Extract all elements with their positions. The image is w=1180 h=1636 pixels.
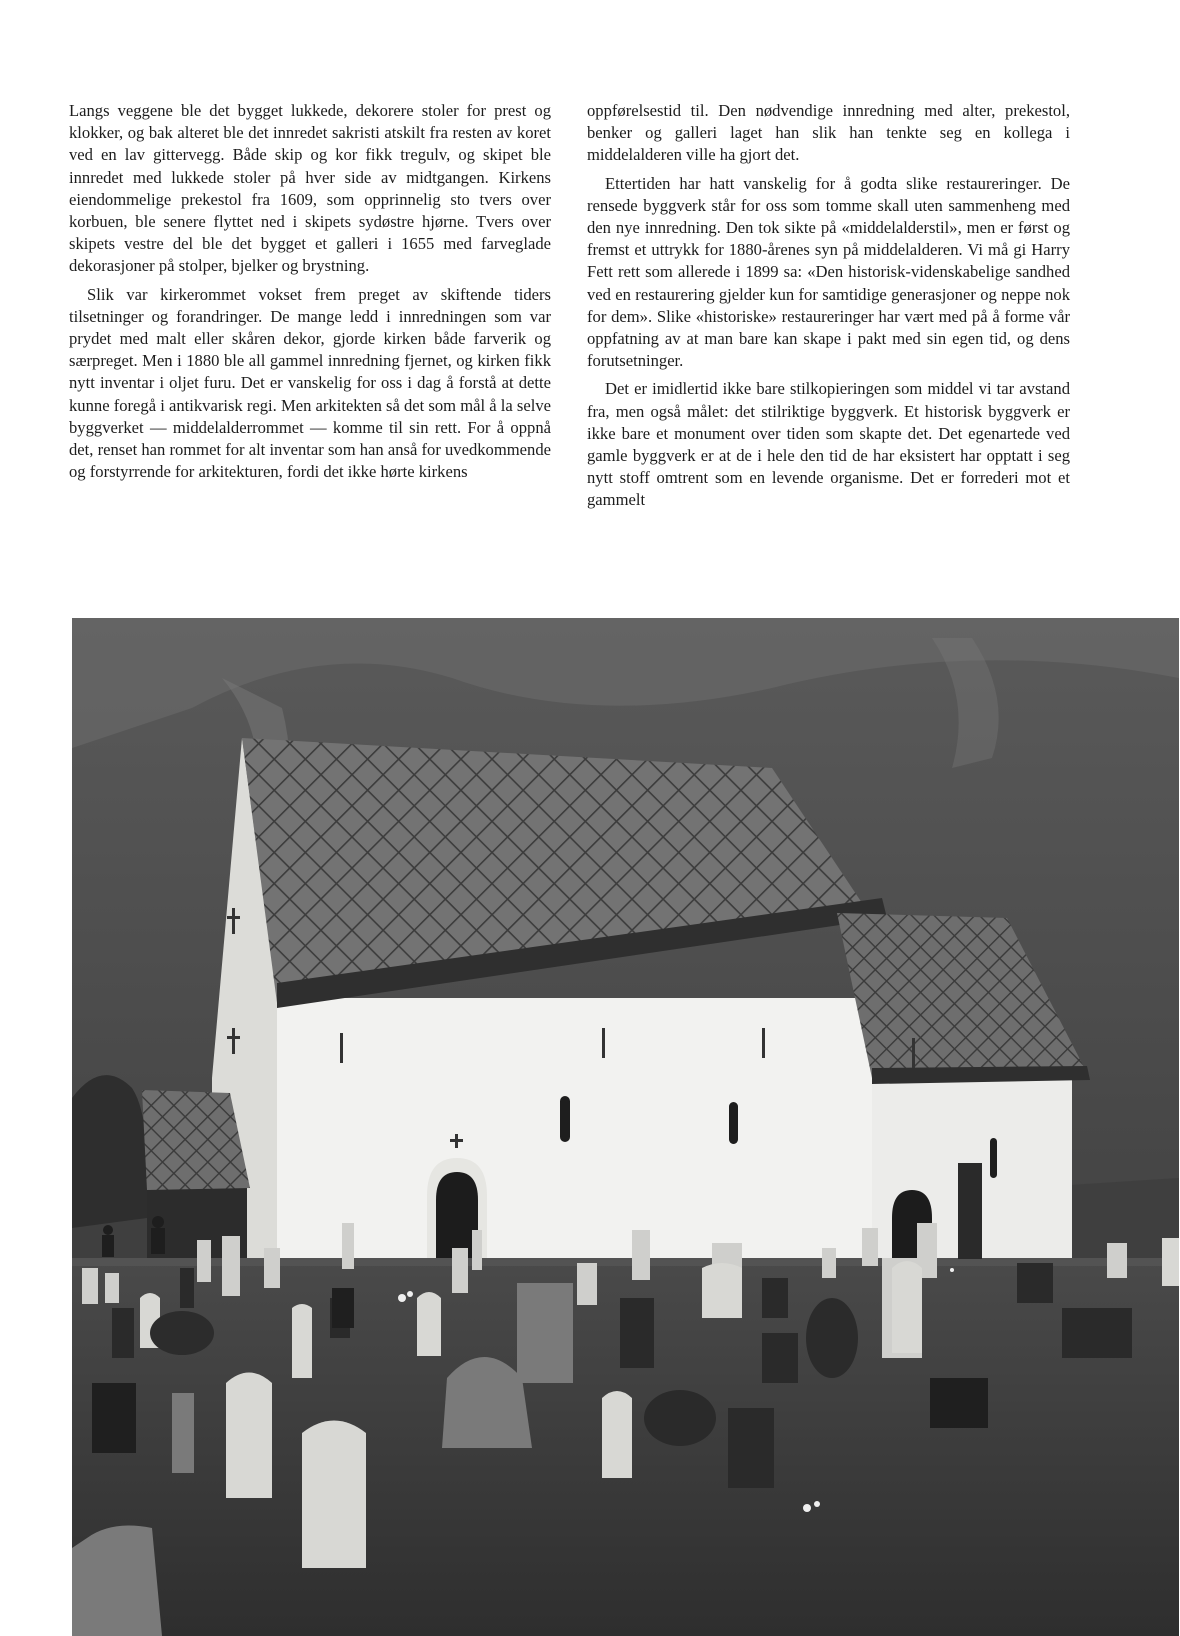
text-column-right [587,100,1070,512]
church-photo-illustration [72,618,1179,1636]
church-nave-wall [277,998,877,1258]
church-door [436,1172,478,1258]
paragraph: Slik var kirkerommet vokset frem preget av skiftende tiders tilsetninger og forandringer. De mange ledd i innredningen som var prydet med malt eller skåren dekor, gjorde kirken både farverik og særpreget. Men i 1880 ble all gammel innredning fjernet, og kirken fikk nytt inventar i oljet furu. Det er vanskelig for oss i dag å forstå at dette kunne foregå i antikvarisk regi. Men arkitekten så det som mål å la selve byggverket — middelalderrommet — komme til sin rett. For å oppnå det, renset han rommet for alt inventar som han anså for uvedkommende og forstyrrende for arkitekturen, fordi det ikke hørte kirkens [69,284,551,482]
gravestone-front [226,1373,272,1499]
paragraph: Ettertiden har hatt vanskelig for å godta slike restaureringer. De rensede byggverk står for oss som tomme skall uten sammenheng med den nye innredning. Den tok sikte på «middelalderstil», men er først og fremst et uttrykk for 1880-årenes syn på middelalderen. Vi må gi Harry Fett rett som allerede i 1899 sa: «Den historisk-videnskabelige sandhed ved en restaurering gjelder kun for samtidige generasjoner og neppe nok for dem». Slike «historiske» restaureringer har vært med på å forme vår oppfatning av at man bare kan skape i pakt med sin egen tid, og dens forutsetninger. [587,173,1070,371]
paragraph: Langs veggene ble det bygget lukkede, dekorere stoler for prest og klokker, og bak alteret ble det innredet sakristi atskilt fra resten av koret ved en lav gittervegg. Både skip og kor fikk tregulv, og skipet ble innredet med lukkede stoler på hver side av midtgangen. Kirkens eiendommelige prekestol fra 1609, som opprinnelig sto tvers over korbuen, ble senere flyttet ned i skipets sydøstre hjørne. Tvers over skipets vestre del ble det bygget et galleri i 1655 med farveglade dekorasjoner på stolper, bjelker og brystning. [69,101,551,276]
church-photograph [72,618,1179,1636]
trees [72,1075,148,1228]
text-column-left [69,100,551,483]
paragraph: oppførelsestid til. Den nødvendige innredning med alter, prekestol, benker og galleri laget han slik han tenkte seg en kollega i middelalderen ville ha gjort det. [587,101,1070,165]
paragraph: Det er imidlertid ikke bare stilkopieringen som middel vi tar avstand fra, men også målet: det stilriktige byggverk. Et historisk byggverk er ikke bare et monument over tiden som skapte det. Det egenartede ved gamle byggverk er at de i hele den tid de har eksistert har opptatt i seg nytt stoff omtrent som en levende organisme. Det er forrederi mot et gammelt [587,379,1070,510]
